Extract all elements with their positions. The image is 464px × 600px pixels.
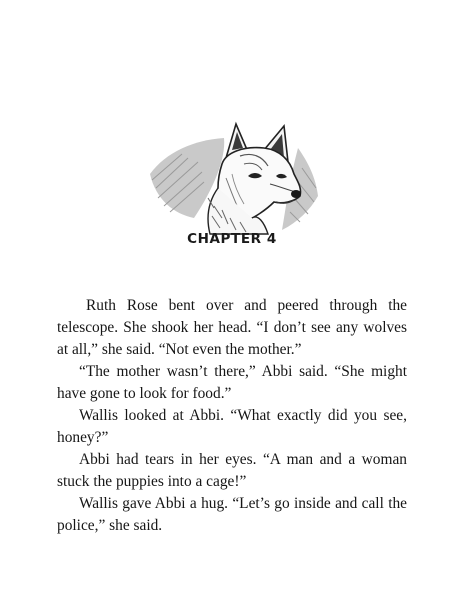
paragraph: Wallis gave Abbi a hug. “Let’s go inside and call the police,” she said. [57,495,407,534]
paragraph: “The mother wasn’t there,” Abbi said. “She might have gone to look for food.” [57,363,407,402]
paragraph: Wallis looked at Abbi. “What exactly did you see, honey?” [57,407,407,446]
paragraph: Abbi had tears in her eyes. “A man and a woman stuck the puppies into a cage!” [57,451,407,490]
paragraph: Ruth Rose bent over and peered through the telescope. She shook her head. “I don’t see any wolves at all,” she said. “Not even the mother.” [57,297,407,358]
chapter-body [57,295,407,537]
chapter-heading: CHAPTER 4 [187,231,277,247]
wolf-illustration [148,118,320,236]
